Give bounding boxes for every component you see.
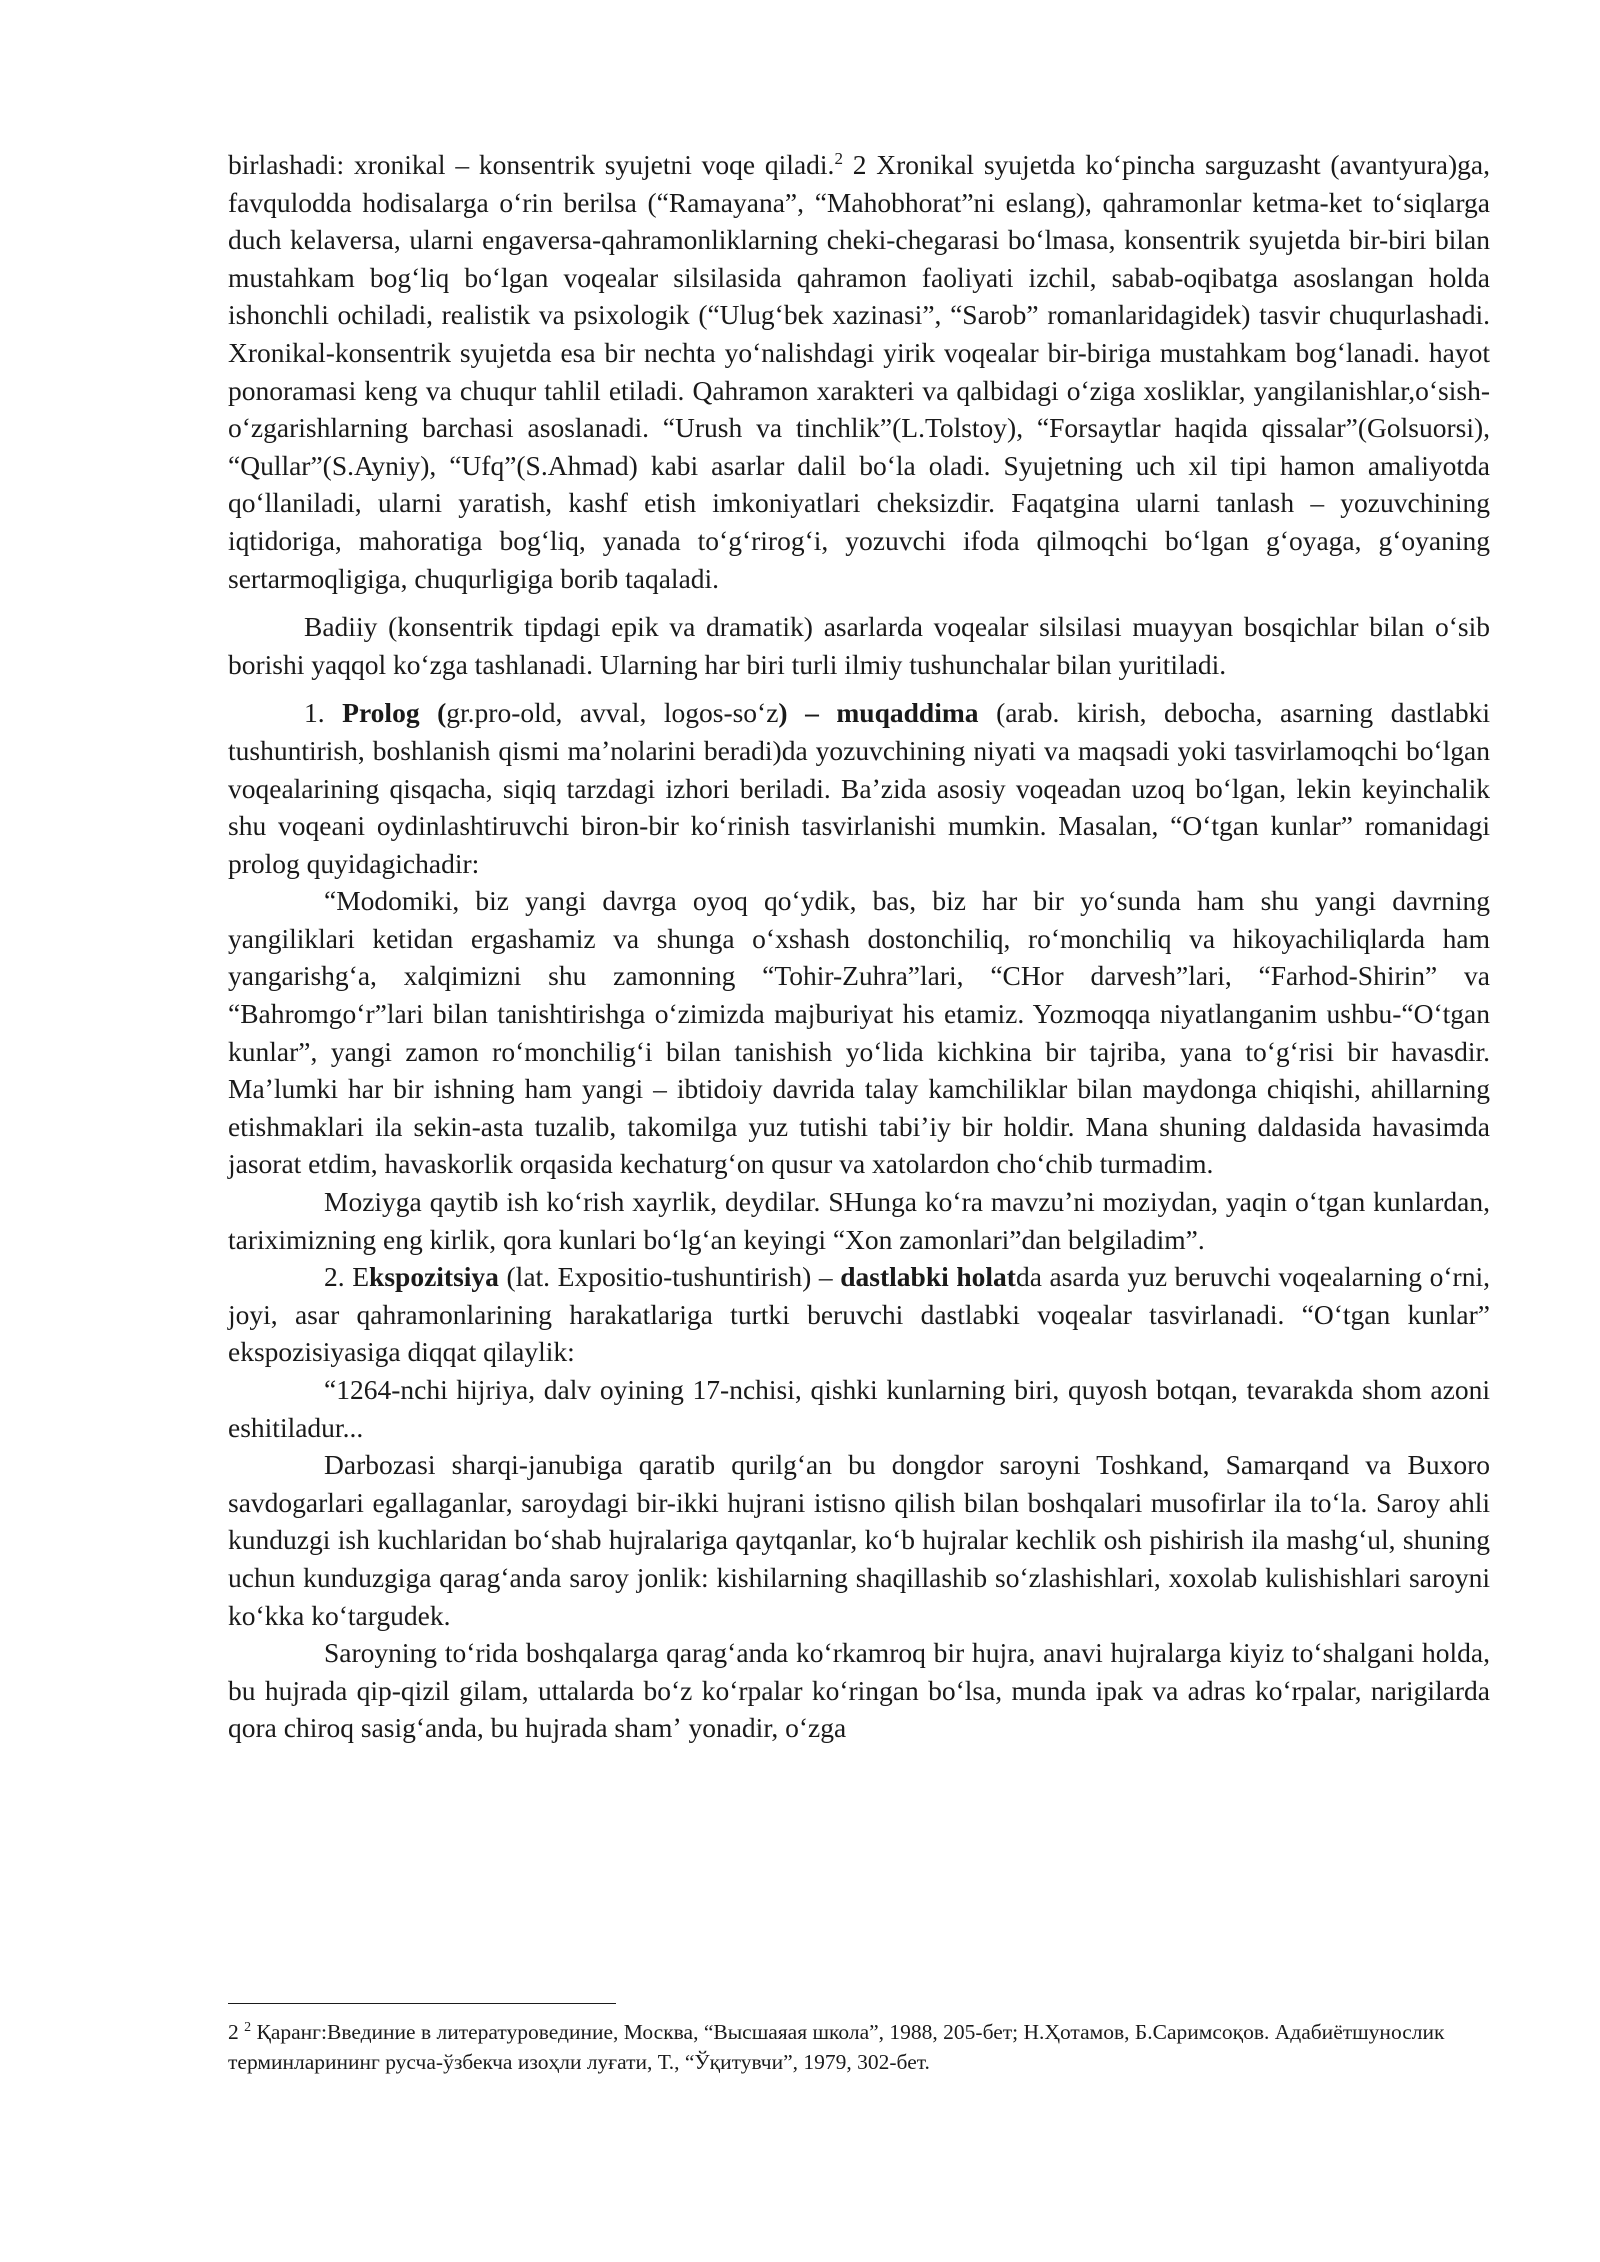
prolog-etymology: gr.pro-old, avval, logos-soʻz xyxy=(446,697,779,729)
prolog-number: 1. xyxy=(304,697,343,729)
quote-prolog: “Modomiki, biz yangi davrga oyoq qoʻydik, bas, biz har bir yoʻsunda ham shu yangi davrning yangiliklari ketidan ergashamiz va shunga oʻxshash dostonchiliq, roʻmonchiliq va hikoyachiliqlarda ham yangarishgʻa, xalqimizni shu zamonning “Tohir-Zuhra”lari, “CHor darvesh”lari, “Farhod-Shirin” va “Bahromgoʻr”lari bilan tanishtirishga oʻzimizda majburiyat his etamiz. Yozmoqqa niyatlanganim ushbu-“Oʻtgan kunlar”, yangi zamon roʻmonchiligʻi bilan tanishish yoʻlida kichkina bir tajriba, yana toʻgʻrisi bir havasdir. Maʼlumki har bir ishning ham yangi – ibtidoiy davrida talay kamchiliklar bilan maydonga chiqishi, ahillarning etishmaklari ila sekin-asta tuzalib, takomilga yuz tutishi tabiʼiy bir holdir. Mana shuning daldasida havasimda jasorat etdim, havaskorlik orqasida kechaturgʻon qusur va xatolardon choʻchib turmadim. xyxy=(228,885,1490,1180)
initial-state-term: dastlabki holat xyxy=(840,1261,1016,1293)
paragraph-prolog xyxy=(228,694,1490,882)
footnote-ref[interactable]: 2 xyxy=(834,148,843,168)
muqaddima-term: ) – muqaddima xyxy=(778,697,979,729)
footnote xyxy=(228,2017,1490,2077)
paragraph-1-text-b: 2 Xronikal syujetda koʻpincha sarguzasht (avantyura)ga, favqulodda hodisalarga oʻrin berilsa (“Ramayana”, “Mahobhorat”ni eslang), qahramonlar ketma-ket toʻsiqlarga duch kelaversa, ularni engaversa-qahramonliklarning cheki-chegarasi boʻlmasa, konsentrik syujetda bir-biri bilan mustahkam bogʻliq boʻlgan voqealar silsilasida qahramon faoliyati izchil, sabab-oqibatga asoslangan holda ishonchli ochiladi, realistik va psixologik (“Ulugʻbek xazinasi”, “Sarob” romanlaridagidek) tasvir chuqurlashadi. Xronikal-konsentrik syujetda esa bir nechta yoʻnalishdagi yirik voqealar bir-biriga mustahkam bogʻlanadi. hayot ponoramasi keng va chuqur tahlil etiladi. Qahramon xarakteri va qalbidagi oʻziga xosliklar, yangilanishlar,oʻsish-oʻzgarishlarning barchasi asoslanadi. “Urush va tinchlik”(L.Tolstoy), “Forsaytlar haqida qissalar”(Golsuorsi), “Qullar”(S.Ayniy), “Ufq”(S.Ahmad) kabi asarlar dalil boʻla oladi. Syujetning uch xil tipi hamon amaliyotda qoʻllaniladi, ularni yaratish, kashf etish imkoniyatlari cheksizdir. Faqatgina ularni tanlash – yozuvchining iqtidoriga, mahoratiga bogʻliq, yanada toʻgʻrirogʻi, yozuvchi ifoda qilmoqchi boʻlgan gʻoyaga, gʻoyaning sertarmoqligiga, chuqurligiga borib taqaladi. xyxy=(228,149,1490,594)
exposition-etymology: (lat. Expositio-tushuntirish) – xyxy=(498,1261,841,1293)
paragraph-exposition xyxy=(228,1258,1490,1371)
quote-exposition-3: Saroyning toʻrida boshqalarga qaragʻanda koʻrkamroq bir hujra, anavi hujralarga kiyiz toʻshalgani holda, bu hujrada qip-qizil gilam, uttalarda boʻz koʻrpalar koʻringan boʻlsa, munda ipak va adras koʻrpalar, narigilarda qora chiroq sasigʻanda, bu hujrada shamʼ yonadir, oʻzga xyxy=(228,1637,1490,1744)
exposition-term: kspozitsiya xyxy=(369,1261,499,1293)
footnote-number: 2 xyxy=(228,2020,245,2044)
quote-exposition-2: Darbozasi sharqi-janubiga qaratib qurilgʻan bu dongdor saroyni Toshkand, Samarqand va Buxoro savdogarlari egallaganlar, saroydagi bir-ikki hujrani istisno qilish bilan boshqalari musofirlar ila toʻla. Saroy ahli kunduzgi ish kuchlaridan boʻshab hujralariga qaytqanlar, koʻb hujralar kechlik osh pishirish ila mashgʻul, shuning uchun kunduzgiga qaragʻanda saroy jonlik: kishilarning shaqillashib soʻzlashishlari, xoxolab kulishishlari saroyni koʻkka koʻtargudek. xyxy=(228,1449,1490,1631)
document-page xyxy=(228,146,1490,1747)
exposition-number: 2. E xyxy=(324,1261,370,1293)
footnote-sup: 2 xyxy=(244,2019,252,2035)
paragraph-1-text-a: birlashadi: xronikal – konsentrik syujetni voqe qiladi. xyxy=(228,149,835,180)
quote-exposition: “1264-nchi hijriya, dalv oyining 17-nchisi, qishki kunlarning biri, quyosh botqan, tevarakda shom azoni eshitiladur... xyxy=(228,1374,1490,1443)
footnote-text: Қаранг:Введиние в литературовединие, Москва, “Высшаяая школа”, 1988, 205-бет; Н.Ҳотамов, Б.Саримсоқов. Адабиётшунослик терминларининг русча-ўзбекча изоҳли луғати, Т., “Ўқитувчи”, 1979, 302-бет. xyxy=(228,2020,1445,2074)
footnote-divider xyxy=(228,2003,616,2004)
exposition-text: da asarda yuz beruvchi voqealarning oʻrni, joyi, asar qahramonlarining harakatlariga turtki beruvchi dastlabki voqealar tasvirlanadi. “Oʻtgan kunlar” ekspozisiyasiga diqqat qilaylik: xyxy=(228,1261,1490,1368)
prolog-text: (arab. kirish, debocha, asarning dastlabki tushuntirish, boshlanish qismi maʼnolarini beradi)da yozuvchining niyati va maqsadi yoki tasvirlamoqchi boʻlgan voqealarining qisqacha, siqiq tarzdagi izhori beriladi. Baʼzida asosiy voqeadan uzoq boʻlgan, lekin keyinchalik shu voqeani oydinlashtiruvchi biron-bir koʻrinish tasvirlanishi mumkin. Masalan, “Oʻtgan kunlar” romanidagi prolog quyidagichadir: xyxy=(228,697,1491,879)
paragraph-2: Badiiy (konsentrik tipdagi epik va dramatik) asarlarda voqealar silsilasi muayyan bosqichlar bilan oʻsib borishi yaqqol koʻzga tashlanadi. Ularning har biri turli ilmiy tushunchalar bilan yuritiladi. xyxy=(228,611,1490,680)
paragraph-1 xyxy=(228,146,1490,597)
quote-prolog-cont: Moziyga qaytib ish koʻrish xayrlik, deydilar. SHunga koʻra mavzuʼni moziydan, yaqin oʻtgan kunlardan, tariximizning eng kirlik, qora kunlari boʻlgʻan keyingi “Xon zamonlari”dan belgiladim”. xyxy=(228,1186,1490,1255)
prolog-term: Prolog ( xyxy=(342,697,447,729)
